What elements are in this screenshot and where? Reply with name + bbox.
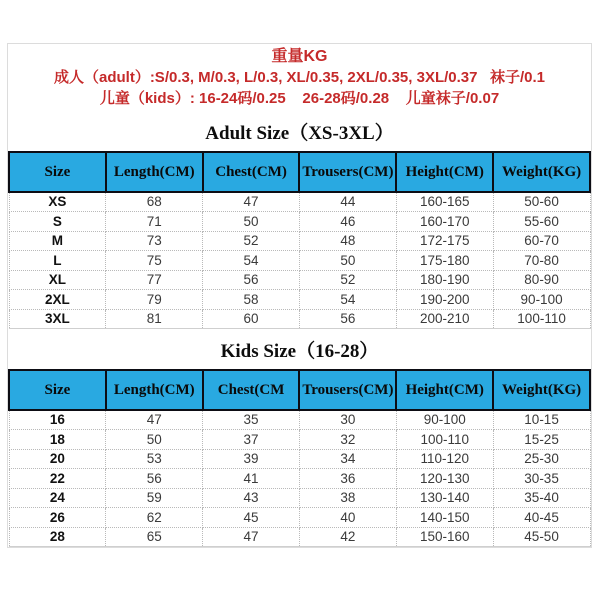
value-cell: 45-50 — [493, 527, 590, 547]
value-cell: 56 — [299, 309, 396, 329]
table-row — [9, 309, 590, 329]
value-cell: 60-70 — [493, 231, 590, 251]
adult-size-table-body — [9, 192, 590, 329]
value-cell: 79 — [106, 290, 203, 310]
size-chart-content-box — [7, 43, 592, 548]
value-cell: 190-200 — [396, 290, 493, 310]
adult-size-table — [8, 151, 591, 329]
column-header: Size — [9, 370, 106, 410]
value-cell: 130-140 — [396, 488, 493, 508]
adult-size-table-header — [9, 152, 590, 192]
value-cell: 52 — [299, 270, 396, 290]
value-cell: 44 — [299, 192, 396, 212]
table-row — [9, 192, 590, 212]
value-cell: 62 — [106, 508, 203, 528]
kids-size-title: Kids Size（16-28） — [220, 340, 379, 362]
value-cell: 34 — [299, 449, 396, 469]
column-header: Height(CM) — [396, 370, 493, 410]
value-cell: 47 — [203, 527, 300, 547]
size-cell: 16 — [9, 410, 106, 430]
value-cell: 60 — [203, 309, 300, 329]
weight-note-kids-line: 儿童（kids）: 16-24码/0.25 26-28码/0.28 儿童袜子/0.07 — [99, 90, 500, 107]
size-cell: L — [9, 251, 106, 271]
value-cell: 42 — [299, 527, 396, 547]
value-cell: 172-175 — [396, 231, 493, 251]
value-cell: 37 — [203, 430, 300, 450]
table-row — [9, 231, 590, 251]
table-row — [9, 410, 590, 430]
value-cell: 160-165 — [396, 192, 493, 212]
value-cell: 25-30 — [493, 449, 590, 469]
weight-note — [8, 44, 591, 111]
column-header: Length(CM) — [106, 152, 203, 192]
table-row — [9, 527, 590, 547]
kids-size-table-body — [9, 410, 590, 547]
size-cell: 20 — [9, 449, 106, 469]
size-cell: 18 — [9, 430, 106, 450]
value-cell: 100-110 — [396, 430, 493, 450]
value-cell: 15-25 — [493, 430, 590, 450]
size-cell: S — [9, 212, 106, 232]
header-row — [9, 152, 590, 192]
value-cell: 68 — [106, 192, 203, 212]
value-cell: 40-45 — [493, 508, 590, 528]
value-cell: 56 — [203, 270, 300, 290]
value-cell: 38 — [299, 488, 396, 508]
value-cell: 39 — [203, 449, 300, 469]
value-cell: 32 — [299, 430, 396, 450]
value-cell: 120-130 — [396, 469, 493, 489]
size-cell: 3XL — [9, 309, 106, 329]
value-cell: 41 — [203, 469, 300, 489]
size-cell: M — [9, 231, 106, 251]
value-cell: 55-60 — [493, 212, 590, 232]
value-cell: 53 — [106, 449, 203, 469]
value-cell: 80-90 — [493, 270, 590, 290]
value-cell: 46 — [299, 212, 396, 232]
table-row — [9, 449, 590, 469]
value-cell: 35-40 — [493, 488, 590, 508]
column-header: Trousers(CM) — [299, 370, 396, 410]
header-row — [9, 370, 590, 410]
column-header: Trousers(CM) — [299, 152, 396, 192]
value-cell: 43 — [203, 488, 300, 508]
value-cell: 36 — [299, 469, 396, 489]
value-cell: 150-160 — [396, 527, 493, 547]
size-cell: 26 — [9, 508, 106, 528]
value-cell: 30-35 — [493, 469, 590, 489]
table-row — [9, 270, 590, 290]
value-cell: 110-120 — [396, 449, 493, 469]
weight-note-title: 重量KG — [271, 48, 328, 65]
table-row — [9, 508, 590, 528]
value-cell: 65 — [106, 527, 203, 547]
size-cell: 24 — [9, 488, 106, 508]
value-cell: 48 — [299, 231, 396, 251]
table-row — [9, 212, 590, 232]
value-cell: 140-150 — [396, 508, 493, 528]
kids-size-table-header — [9, 370, 590, 410]
size-cell: 28 — [9, 527, 106, 547]
value-cell: 75 — [106, 251, 203, 271]
table-row — [9, 469, 590, 489]
value-cell: 200-210 — [396, 309, 493, 329]
value-cell: 50 — [106, 430, 203, 450]
column-header: Chest(CM) — [203, 152, 300, 192]
size-cell: 2XL — [9, 290, 106, 310]
size-cell: XL — [9, 270, 106, 290]
column-header: Weight(KG) — [493, 370, 590, 410]
value-cell: 90-100 — [493, 290, 590, 310]
value-cell: 10-15 — [493, 410, 590, 430]
value-cell: 175-180 — [396, 251, 493, 271]
value-cell: 54 — [203, 251, 300, 271]
table-row — [9, 488, 590, 508]
value-cell: 71 — [106, 212, 203, 232]
value-cell: 56 — [106, 469, 203, 489]
value-cell: 81 — [106, 309, 203, 329]
value-cell: 70-80 — [493, 251, 590, 271]
value-cell: 180-190 — [396, 270, 493, 290]
value-cell: 73 — [106, 231, 203, 251]
table-row — [9, 251, 590, 271]
column-header: Size — [9, 152, 106, 192]
column-header: Weight(KG) — [493, 152, 590, 192]
size-cell: XS — [9, 192, 106, 212]
value-cell: 59 — [106, 488, 203, 508]
column-header: Height(CM) — [396, 152, 493, 192]
value-cell: 77 — [106, 270, 203, 290]
value-cell: 90-100 — [396, 410, 493, 430]
value-cell: 35 — [203, 410, 300, 430]
column-header: Length(CM) — [106, 370, 203, 410]
kids-size-table — [8, 369, 591, 547]
table-row — [9, 430, 590, 450]
value-cell: 50-60 — [493, 192, 590, 212]
adult-size-title: Adult Size（XS-3XL） — [205, 122, 394, 144]
size-cell: 22 — [9, 469, 106, 489]
table-row — [9, 290, 590, 310]
value-cell: 52 — [203, 231, 300, 251]
value-cell: 47 — [106, 410, 203, 430]
column-header: Chest(CM — [203, 370, 300, 410]
value-cell: 40 — [299, 508, 396, 528]
value-cell: 50 — [203, 212, 300, 232]
value-cell: 54 — [299, 290, 396, 310]
value-cell: 47 — [203, 192, 300, 212]
value-cell: 58 — [203, 290, 300, 310]
value-cell: 30 — [299, 410, 396, 430]
value-cell: 160-170 — [396, 212, 493, 232]
value-cell: 100-110 — [493, 309, 590, 329]
value-cell: 50 — [299, 251, 396, 271]
weight-note-adult-line: 成人（adult）:S/0.3, M/0.3, L/0.3, XL/0.35, 2XL/0.35, 3XL/0.37 袜子/0.1 — [53, 69, 546, 86]
value-cell: 45 — [203, 508, 300, 528]
